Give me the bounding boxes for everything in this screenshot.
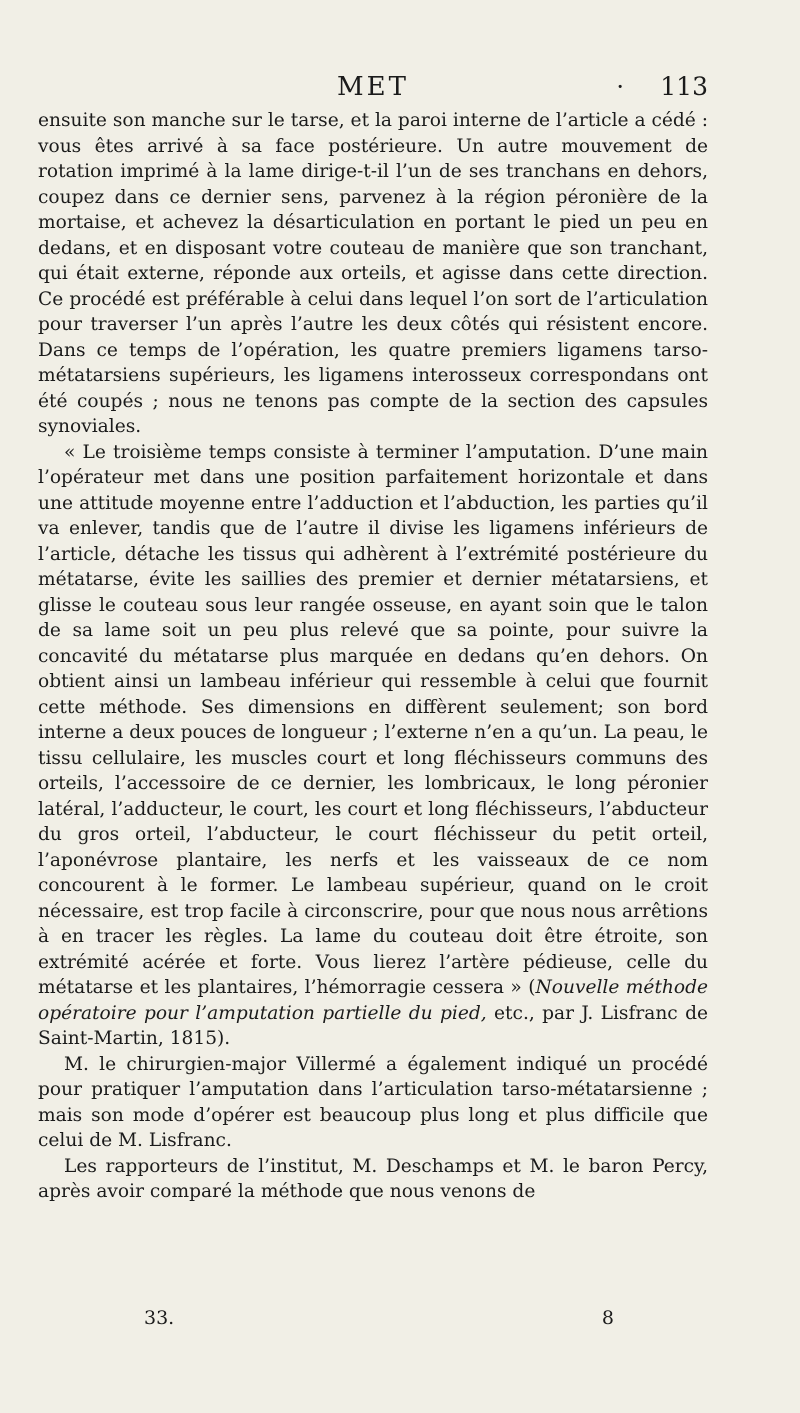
paragraph [38, 1154, 708, 1205]
page-header [38, 70, 708, 104]
text-run: ensuite son manche sur le tarse, et la paroi interne de l’article a cédé : vous êtes arrivé à sa face postérieure. Un autre mouvement de rotation imprimé à la lame dirige-t-il l’un de ses tranchans en dehors, coupez dans ce dernier sens, parvenez à la région péronière de la mortaise, et achevez la désarticulation en portant le pied un peu en dedans, et en disposant votre couteau de manière que son tranchant, qui était externe, réponde aux orteils, et agisse dans cette direction. Ce procédé est préférable à celui dans lequel l’on sort de l’articulation pour traverser l’un après l’autre les deux côtés qui résistent encore. Dans ce temps de l’opération, les quatre premiers ligamens tarso-métatarsiens supérieurs, les ligamens interosseux correspondans ont été coupés ; nous ne tenons pas compte de la section des capsules synoviales. [38, 110, 708, 437]
body-text [38, 108, 708, 1205]
italic-citation: Nouvelle méthode opératoire pour l’amputation partielle du pied, [38, 977, 708, 1024]
page-number: 113 [660, 72, 708, 101]
text-run: Les rapporteurs de l’institut, M. Deschamps et M. le baron Percy, après avoir comparé la méthode que nous venons de [38, 1155, 708, 1202]
paragraph [38, 108, 708, 440]
running-title: MET [337, 72, 409, 102]
text-run: « Le troisième temps consiste à terminer l’amputation. D’une main l’opérateur met dans une position parfaitement horizontale et dans une attitude moyenne entre l’adduction et l’abduction, les parties qu’il va enlever, tandis que de l’autre il divise les ligamens inférieurs de l’article, détache les tissus qui adhèrent à l’extrémité postérieure du métatarse, évite les saillies des premier et dernier métatarsiens, et glisse le couteau sous leur rangée osseuse, en ayant soin que le talon de sa lame soit un peu plus relevé que sa pointe, pour suivre la concavité du métatarse plus marquée en dedans qu’en dehors. On obtient ainsi un lambeau inférieur qui ressemble à celui que fournit cette méthode. Ses dimensions en diffèrent seulement; son bord interne a deux pouces de longueur ; l’externe n’en a qu’un. La peau, le tissu cellulaire, les muscles court et long fléchisseurs communs des orteils, l’accessoire de ce dernier, les lombricaux, le long péronier latéral, l’adducteur, le court, les court et long fléchisseurs, l’abducteur du gros orteil, l’abducteur, le court fléchisseur du petit orteil, l’aponévrose plantaire, les nerfs et les vaisseaux de ce nom concourent à le former. Le lambeau supérieur, quand on le croit nécessaire, est trop facile à circonscrire, pour que nous nous arrêtions à en tracer les règles. La lame du couteau doit être étroite, son extrémité acérée et forte. Vous lierez l’artère pédieuse, celle du métatarse et les plantaires, l’hémorragie cessera » ( [38, 441, 708, 998]
paragraph [38, 1052, 708, 1154]
header-dot: · [616, 73, 624, 101]
paragraph [38, 440, 708, 1052]
page-footer [144, 1307, 614, 1333]
signature-sheet: 8 [601, 1307, 614, 1329]
text-run: etc., par J. Lisfranc de Saint-Martin, 1815). [38, 1002, 708, 1049]
signature-volume: 33. [144, 1307, 175, 1329]
text-run: M. le chirurgien-major Villermé a également indiqué un procédé pour pratiquer l’amputation dans l’articulation tarso-métatarsienne ; mais son mode d’opérer est beaucoup plus long et plus difficile que celui de M. Lisfranc. [38, 1053, 708, 1151]
